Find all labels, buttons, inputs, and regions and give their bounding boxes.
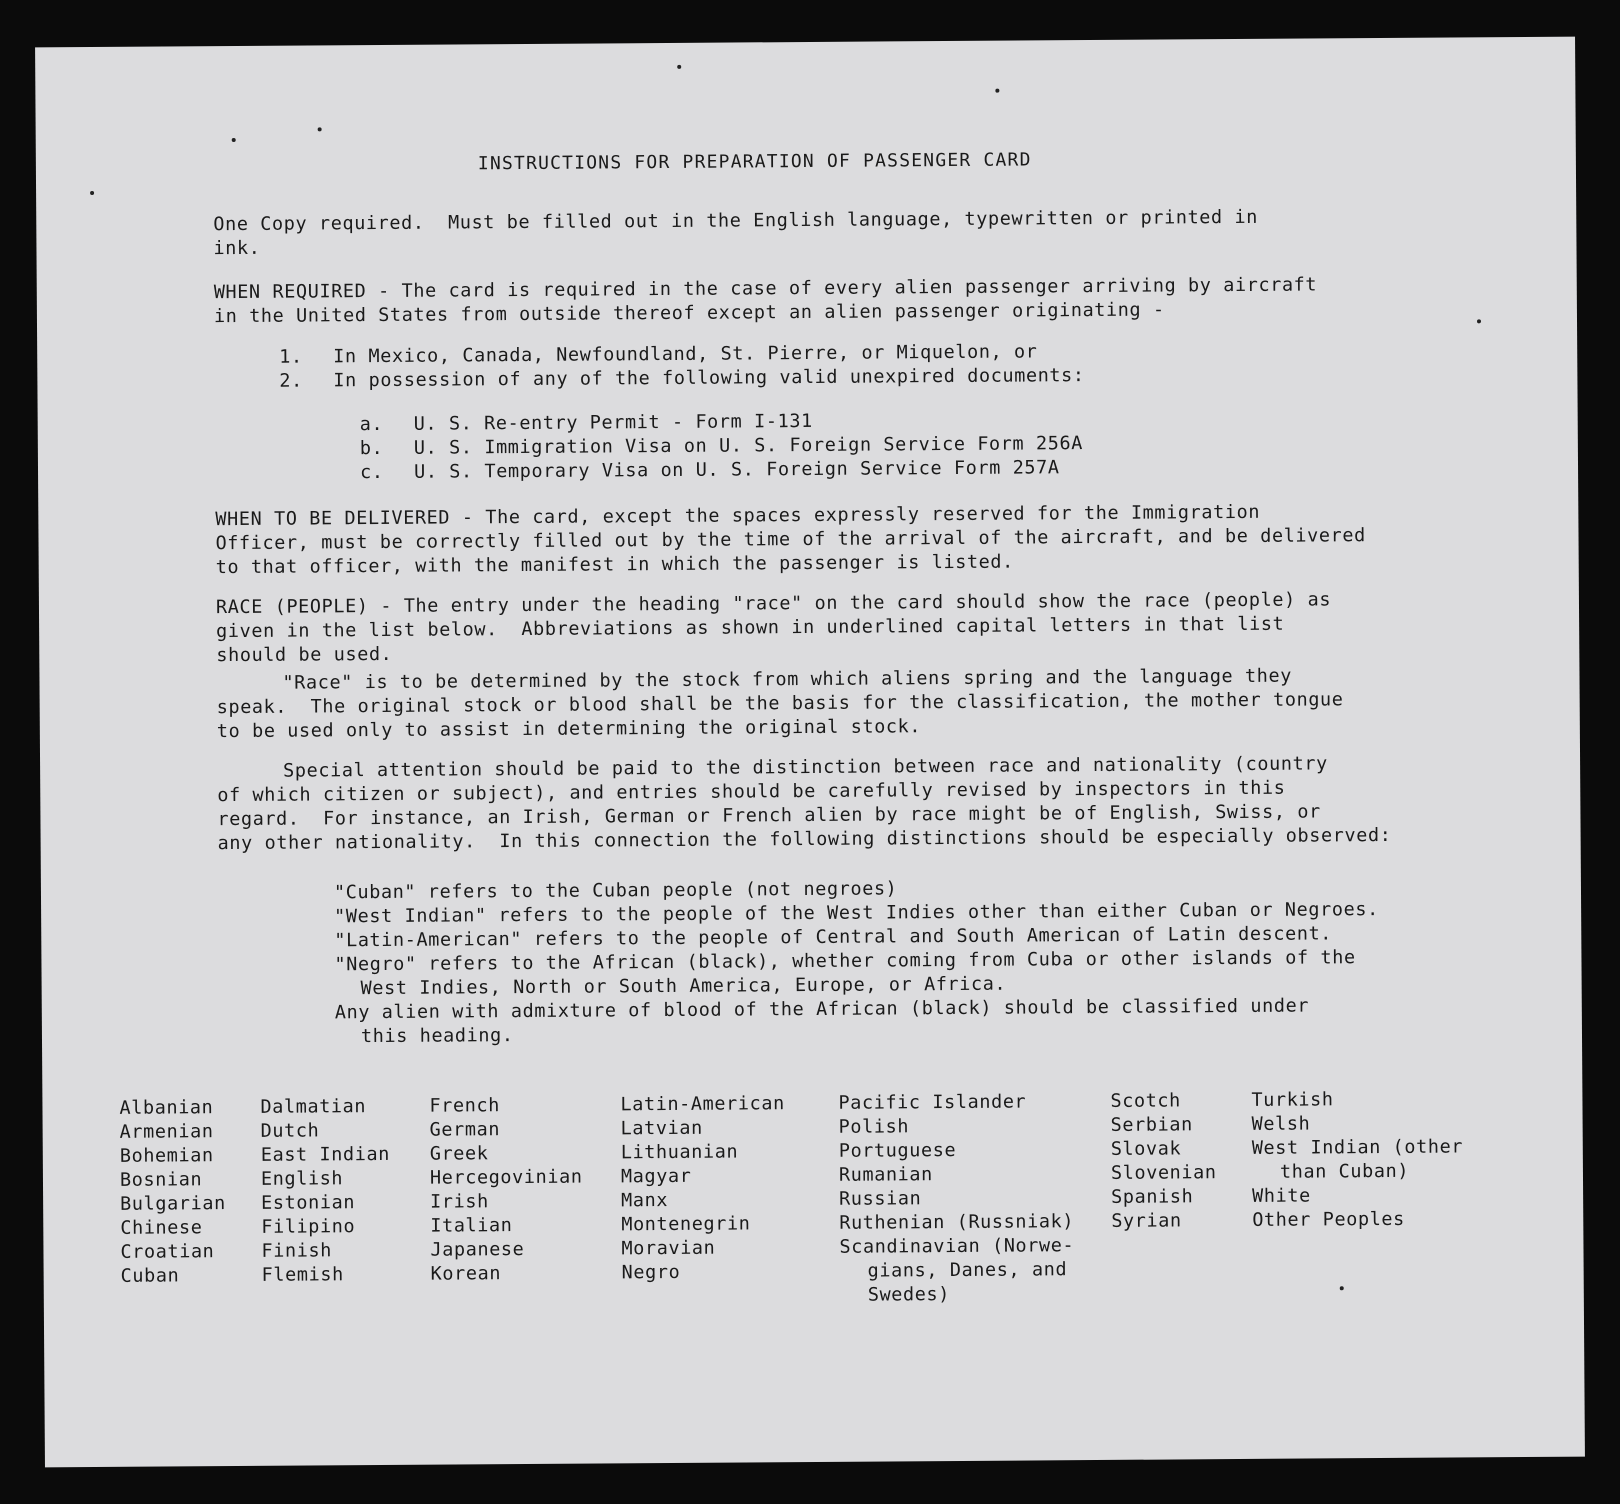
race-item: Montenegrin [621, 1213, 751, 1236]
race-column [838, 1090, 1074, 1308]
race-item: German [429, 1119, 501, 1141]
race-item: Bulgarian [120, 1193, 226, 1215]
race-item: Latin-American [620, 1093, 785, 1116]
list-item: 1. In Mexico, Canada, Newfoundland, St. Pierre, or Miquelon, or [279, 341, 1038, 368]
definition-item: "Negro" refers to the African (black), whether coming from Cuba or other islands of the West Indies, North or South America, Europe, or Africa. [334, 947, 1356, 1000]
when-delivered-paragraph: WHEN TO BE DELIVERED - The card, except the spaces expressly reserved for the Immigration Officer, must be correctly filled out by the time of the arrival of the aircraft, and be delivered to that officer, with the manifest in which the passenger is listed. [215, 501, 1366, 579]
race-item: Scotch [1110, 1090, 1181, 1112]
scan-speck [1477, 319, 1481, 323]
race-item: gians, Danes, and [867, 1259, 1068, 1282]
race-item: than Cuban) [1279, 1160, 1410, 1183]
race-item: Pacific Islander [838, 1091, 1027, 1114]
race-column [620, 1092, 786, 1285]
race-item: Finish [261, 1240, 332, 1262]
race-item: Ruthenian (Russniak) [839, 1211, 1075, 1234]
list-item: a. U. S. Re-entry Permit - Form I-131 [359, 410, 813, 436]
document-page [35, 37, 1585, 1468]
race-item: Flemish [261, 1264, 344, 1286]
race-column [260, 1095, 390, 1288]
race-item: Bohemian [119, 1145, 214, 1167]
list-item: b. U. S. Immigration Visa on U. S. Foreign Service Form 256A [359, 433, 1083, 460]
exception-list [279, 340, 1085, 394]
race-column [429, 1094, 583, 1287]
scan-speck [995, 89, 999, 93]
race-item: Spanish [1111, 1186, 1194, 1208]
race-item: Serbian [1110, 1114, 1193, 1136]
race-determined-paragraph: "Race" is to be determined by the stock from which aliens spring and the language they speak. The original stock or blood shall be the basis for the classification, the mother tongue to be used only to assist in determining the original stock. [216, 665, 1344, 743]
race-item: Albanian [119, 1097, 214, 1119]
race-item: Bosnian [119, 1169, 203, 1191]
intro-paragraph: One Copy required. Must be filled out in the English language, typewritten or printed in ink. [213, 206, 1259, 260]
race-item: Swedes) [867, 1284, 951, 1306]
scan-speck [90, 191, 94, 195]
scan-speck [677, 65, 681, 69]
scan-speck [318, 127, 322, 131]
definition-item: "Latin-American" refers to the people of Central and South American of Latin descent. [334, 923, 1333, 952]
race-people-paragraph: RACE (PEOPLE) - The entry under the heading "race" on the card should show the race (people) as given in the list below. Abbreviations as shown in underlined capital letters in that list should be used. [215, 589, 1332, 667]
race-item: Armenian [119, 1121, 214, 1143]
race-item: Turkish [1251, 1089, 1334, 1111]
race-item: Polish [838, 1116, 910, 1138]
race-item: Korean [430, 1263, 502, 1285]
race-item: Japanese [430, 1239, 525, 1261]
race-item: Hercegovinian [429, 1166, 583, 1189]
definition-item: "West Indian" refers to the people of the West Indies other than either Cuban or Negroes. [334, 899, 1379, 928]
definitions-list [334, 873, 1535, 1049]
race-item: Chinese [120, 1217, 203, 1239]
race-item: White [1252, 1185, 1311, 1207]
race-item: Negro [621, 1261, 681, 1284]
race-item: Rumanian [838, 1164, 933, 1186]
race-item: Lithuanian [620, 1141, 739, 1164]
race-item: Portuguese [838, 1139, 957, 1162]
scan-speck [1340, 1286, 1344, 1290]
race-item: Croatian [120, 1241, 215, 1263]
page-title: INSTRUCTIONS FOR PREPARATION OF PASSENGER CARD [477, 149, 1032, 175]
race-item: Dalmatian [260, 1096, 367, 1118]
race-item: Irish [430, 1191, 489, 1213]
race-item: Filipino [261, 1216, 356, 1238]
scan-speck [232, 138, 236, 142]
list-item: c. U. S. Temporary Visa on U. S. Foreign Service Form 257A [359, 457, 1060, 484]
list-item: 2. In possession of any of the following valid unexpired documents: [279, 365, 1085, 392]
race-item: Italian [430, 1215, 513, 1237]
race-item: English [260, 1168, 344, 1190]
race-column [1251, 1087, 1463, 1232]
race-item: Other Peoples [1252, 1208, 1405, 1231]
race-item: Manx [621, 1190, 669, 1212]
race-item: Syrian [1111, 1210, 1182, 1232]
race-item: Russian [839, 1188, 922, 1210]
race-item: Estonian [261, 1192, 356, 1214]
race-item: Moravian [621, 1237, 716, 1260]
race-item: West Indian (other [1251, 1136, 1464, 1159]
definition-item: "Cuban" refers to the Cuban people (not negroes) [333, 878, 898, 904]
document-list [360, 408, 1084, 485]
race-column [119, 1096, 226, 1289]
race-item: Greek [429, 1143, 489, 1165]
race-item: Dutch [260, 1120, 320, 1142]
race-item: East Indian [260, 1143, 390, 1166]
special-attention-paragraph: Special attention should be paid to the distinction between race and nationality (country of which citizen or subject), and entries should be carefully revised by inspectors in this regard. For instance, an Irish, German or French alien by race might be of English, Swiss, or any other nationality. In this connection the following distinctions should be especially observed: [217, 753, 1392, 855]
document-body [35, 37, 1585, 1468]
race-item: French [429, 1095, 500, 1117]
race-column [1110, 1089, 1217, 1234]
when-required-paragraph: WHEN REQUIRED - The card is required in the case of every alien passenger arriving by aircraft in the United States from outside thereof except an alien passenger originating - [213, 274, 1318, 328]
race-item: Latvian [620, 1117, 703, 1140]
race-item: Magyar [620, 1165, 692, 1188]
race-item: Welsh [1251, 1113, 1311, 1135]
race-item: Scandinavian (Norwe- [839, 1235, 1075, 1258]
definition-item: Any alien with admixture of blood of the African (black) should be classified under this heading. [334, 995, 1310, 1048]
race-item: Cuban [120, 1265, 180, 1287]
race-item: Slovenian [1110, 1162, 1217, 1184]
race-item: Slovak [1110, 1138, 1182, 1160]
